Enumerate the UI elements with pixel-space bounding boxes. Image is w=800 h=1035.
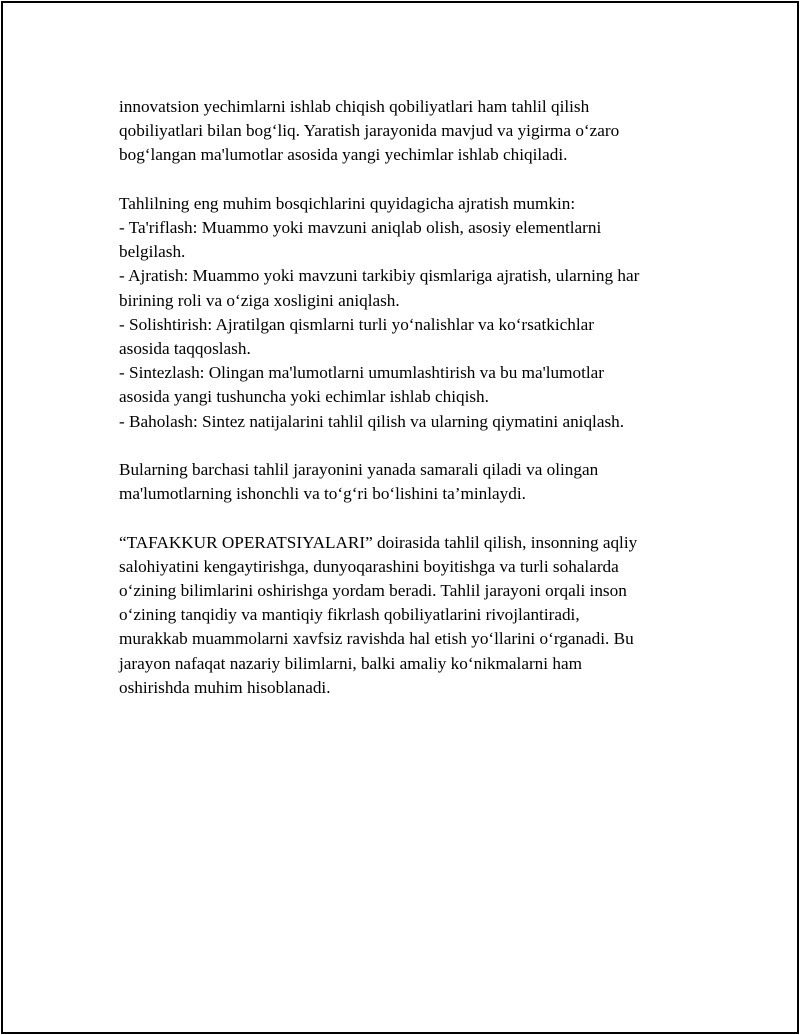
list-item-synthesizing: - Sintezlash: Olingan ma'lumotlarni umumlashtirish va bu ma'lumotlar <box>119 363 604 383</box>
text-line: ma'lumotlarning ishonchli va to‘g‘ri bo‘lishini ta’minlaydi. <box>119 484 526 504</box>
text-line: birining roli va o‘ziga xosligini aniqlash. <box>119 290 400 310</box>
list-item-evaluating: - Baholash: Sintez natijalarini tahlil qilish va ularning qiymatini aniqlash. <box>119 411 625 431</box>
list-item-comparing: - Solishtirish: Ajratilgan qismlarni turli yo‘nalishlar va ko‘rsatkichlar <box>119 314 594 334</box>
text-line: innovatsion yechimlarni ishlab chiqish qobiliyatlari ham tahlil qilish <box>119 97 590 116</box>
text-line: oshirishda muhim hisoblanadi. <box>119 677 331 697</box>
text-line: jarayon nafaqat nazariy bilimlarni, balki amaliy ko‘nikmalarni ham <box>119 653 582 673</box>
text-line: qobiliyatlari bilan bog‘liq. Yaratish jarayonida mavjud va yigirma o‘zaro <box>119 121 620 141</box>
document-body <box>119 95 689 724</box>
text-line: asosida taqqoslash. <box>119 339 251 359</box>
list-item-defining: - Ta'riflash: Muammo yoki mavzuni aniqlab olish, asosiy elementlarni <box>119 218 602 237</box>
paragraph-thinking-operations <box>119 531 689 700</box>
text-line: o‘zining bilimlarini oshirishga yordam beradi. Tahlil jarayoni orqali inson <box>119 581 627 601</box>
text-line: bog‘langan ma'lumotlar asosida yangi yechimlar ishlab chiqiladi. <box>119 145 568 165</box>
text-line: o‘zining tanqidiy va mantiqiy fikrlash qobiliyatlarini rivojlantiradi, <box>119 605 580 625</box>
text-line: “TAFAKKUR OPERATSIYALARI” doirasida tahlil qilish, insonning aqliy <box>119 532 638 552</box>
text-line: asosida yangi tushuncha yoki echimlar ishlab chiqish. <box>119 387 489 407</box>
text-line: belgilash. <box>119 242 186 262</box>
paragraph-analysis-stages <box>119 192 689 434</box>
text-line: Bularning barchasi tahlil jarayonini yanada samarali qiladi va olingan <box>119 460 599 480</box>
text-line: murakkab muammolarni xavfsiz ravishda hal etish yo‘llarini o‘rganadi. Bu <box>119 629 634 649</box>
text-line: salohiyatini kengaytirishga, dunyoqarashini boyitishga va turli sohalarda <box>119 556 619 576</box>
document-page <box>1 1 799 1034</box>
list-item-separating: - Ajratish: Muammo yoki mavzuni tarkibiy qismlariga ajratish, ularning har <box>119 266 640 286</box>
text-line: Tahlilning eng muhim bosqichlarini quyidagicha ajratish mumkin: <box>119 193 576 213</box>
paragraph-summary <box>119 458 689 506</box>
paragraph-innovation <box>119 95 689 168</box>
